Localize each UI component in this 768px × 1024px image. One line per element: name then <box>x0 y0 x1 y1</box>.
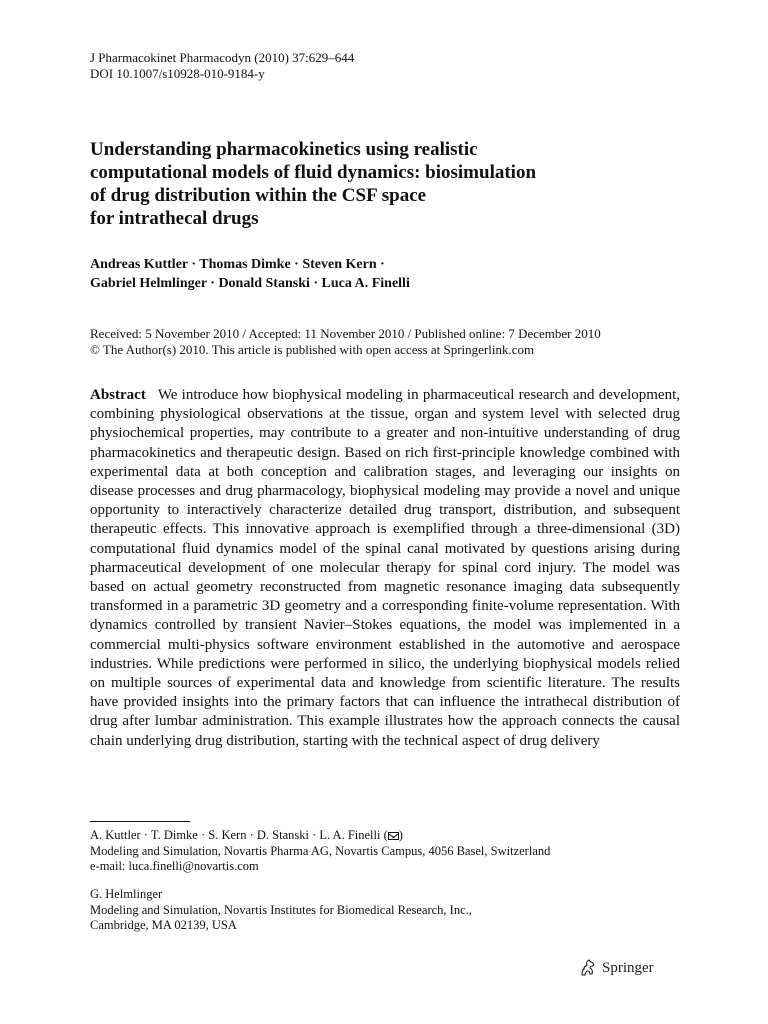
journal-header <box>90 50 354 82</box>
publication-dates: Received: 5 November 2010 / Accepted: 11 November 2010 / Published online: 7 December 2010 <box>90 326 601 341</box>
title-line: for intrathecal drugs <box>90 208 259 229</box>
footnote-divider <box>90 821 190 822</box>
affiliation-address: Modeling and Simulation, Novartis Pharma AG, Novartis Campus, 4056 Basel, Switzerland <box>90 843 551 858</box>
affiliation-names-close: ) <box>398 828 403 842</box>
affiliation-address-line: Cambridge, MA 02139, USA <box>90 918 237 933</box>
article-history <box>90 326 601 358</box>
affiliation-block-2 <box>90 887 472 934</box>
springer-horse-icon <box>578 958 598 978</box>
article-title <box>90 138 680 230</box>
abstract-label: Abstract <box>90 387 146 403</box>
publisher-logo <box>578 958 654 978</box>
journal-doi[interactable]: DOI 10.1007/s10928-010-9184-y <box>90 66 265 81</box>
affiliation-authors <box>90 828 550 844</box>
publisher-name: Springer <box>602 959 654 976</box>
title-line: computational models of fluid dynamics: biosimulation <box>90 162 537 183</box>
affiliation-address-line: Modeling and Simulation, Novartis Institutes for Biomedical Research, Inc., <box>90 902 472 917</box>
abstract <box>90 386 680 751</box>
copyright-notice: © The Author(s) 2010. This article is published with open access at Springerlink.com <box>90 342 535 357</box>
title-line: Understanding pharmacokinetics using realistic <box>90 139 478 160</box>
title-line: of drug distribution within the CSF space <box>90 185 427 206</box>
affiliation-names: A. Kuttler · T. Dimke · S. Kern · D. Stanski · L. A. Finelli ( <box>90 828 388 842</box>
affiliation-author: G. Helmlinger <box>90 887 163 901</box>
affiliation-block-1 <box>90 828 550 875</box>
author-line: Gabriel Helmlinger · Donald Stanski · Luca A. Finelli <box>90 276 410 291</box>
journal-citation: J Pharmacokinet Pharmacodyn (2010) 37:629–644 <box>90 50 355 65</box>
envelope-icon <box>388 832 399 840</box>
abstract-text: We introduce how biophysical modeling in pharmaceutical research and development, combining physiological observations at the tissue, organ and system level with selected drug physiochemical properties, may contribute to a greater and non-intuitive understanding of drug pharmacokinetics and therapeutic design. Based on rich first-principle knowledge combined with experimental data at both conception and calibration stages, and leveraging our insights on disease processes and drug pharmacology, biophysical modeling may provide a novel and unique opportunity to interactively characterize detailed drug transport, distribution, and subsequent therapeutic effects. This innovative approach is exemplified through a three-dimensional (3D) computational fluid dynamics model of the spinal canal motivated by questions arising during pharmaceutical development of one molecular therapy for spinal cord injury. The model was based on actual geometry reconstructed from magnetic resonance imaging data subsequently transformed in a parametric 3D geometry and a corresponding finite-volume representation. With dynamics controlled by transient Navier–Stokes equations, the model was implemented in a commercial multi-physics software environment established in the automotive and aerospace industries. While predictions were performed in silico, the underlying biophysical models relied on multiple sources of experimental data and knowledge from scientific literature. The results have provided insights into the primary factors that can influence the intrathecal distribution of drug after lumbar administration. This example illustrates how the approach connects the causal chain underlying drug distribution, starting with the technical aspect of drug delivery <box>90 387 680 749</box>
author-list <box>90 255 410 293</box>
affiliation-email[interactable]: e-mail: luca.finelli@novartis.com <box>90 859 259 874</box>
author-line: Andreas Kuttler · Thomas Dimke · Steven Kern · <box>90 257 385 272</box>
